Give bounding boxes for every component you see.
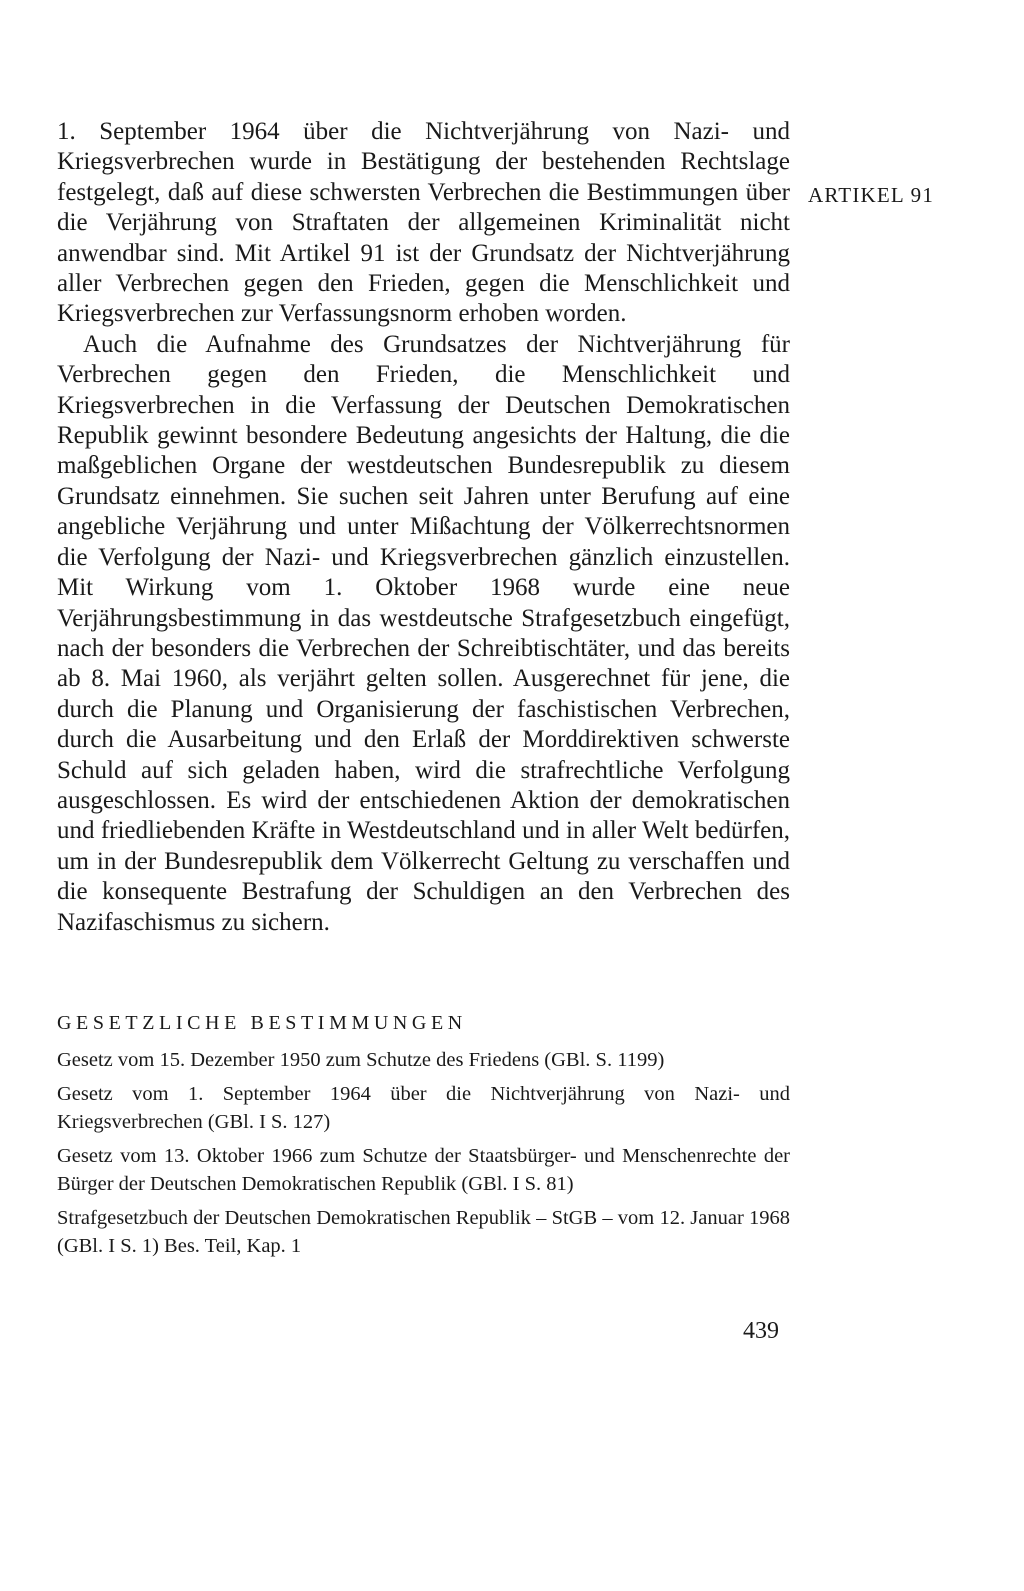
provisions-list <box>57 1046 790 1266</box>
provision-item-1: Gesetz vom 15. Dezember 1950 zum Schutze des Friedens (GBl. S. 1199) <box>57 1049 665 1071</box>
body-text <box>57 117 790 938</box>
body-paragraph-2: Auch die Aufnahme des Grundsatzes der Nichtverjährung für Verbrechen gegen den Frieden, die Menschlichkeit und Kriegsverbrechen in die Verfassung der Deutschen Demokratischen Republik gewinnt besondere Bedeutung angesichts der Haltung, die die maßgeblichen Organe der westdeutschen Bundesrepublik zu diesem Grundsatz einnehmen. Sie suchen seit Jahren unter Berufung auf eine angebliche Verjährung und unter Mißachtung der Völkerrechtsnormen die Verfolgung der Nazi- und Kriegsverbrechen gänzlich einzustellen. Mit Wirkung vom 1. Oktober 1968 wurde eine neue Verjährungsbestimmung in das westdeutsche Strafgesetzbuch eingefügt, nach der besonders die Verbrechen der Schreibtischtäter, und das bereits ab 8. Mai 1960, als verjährt gelten sollen. Ausgerechnet für jene, die durch die Planung und Organisierung der faschistischen Verbrechen, durch die Ausarbeitung und den Erlaß der Morddirektiven schwerste Schuld auf sich geladen haben, wird die strafrechtliche Verfolgung ausgeschlossen. Es wird der entschiedenen Aktion der demokratischen und friedliebenden Kräfte in Westdeutschland und in aller Welt bedürfen, um in der Bundesrepublik dem Völkerrecht Geltung zu verschaffen und die konsequente Bestrafung der Schuldigen an den Verbrechen des Nazifaschismus zu sichern. <box>57 330 790 936</box>
margin-note-article: ARTIKEL 91 <box>808 183 935 207</box>
page-number: 439 <box>743 1318 779 1344</box>
body-paragraph-1: 1. September 1964 über die Nichtverjährung von Nazi- und Kriegsverbrechen wurde in Bestätigung der bestehenden Rechtslage festgelegt, daß auf diese schwersten Verbrechen die Bestimmungen über die Verjährung von Straftaten der allgemeinen Kriminalität nicht anwendbar sind. Mit Artikel 91 ist der Grundsatz der Nichtverjährung aller Verbrechen gegen den Frieden, gegen die Menschlichkeit und Kriegsverbrechen zur Verfassungsnorm erhoben worden. <box>57 118 790 328</box>
provision-item-3: Gesetz vom 13. Oktober 1966 zum Schutze der Staatsbürger- und Menschenrechte der Bürger der Deutschen Demokratischen Republik (GBl. I S. 81) <box>57 1145 790 1195</box>
section-heading-provisions: GESETZLICHE BESTIMMUNGEN <box>57 1012 467 1034</box>
provision-item-2: Gesetz vom 1. September 1964 über die Nichtverjährung von Nazi- und Kriegsverbrechen (GBl. I S. 127) <box>57 1083 790 1133</box>
provision-item-4: Strafgesetzbuch der Deutschen Demokratischen Republik – StGB – vom 12. Januar 1968 (GBl. I S. 1) Bes. Teil, Kap. 1 <box>57 1207 790 1257</box>
